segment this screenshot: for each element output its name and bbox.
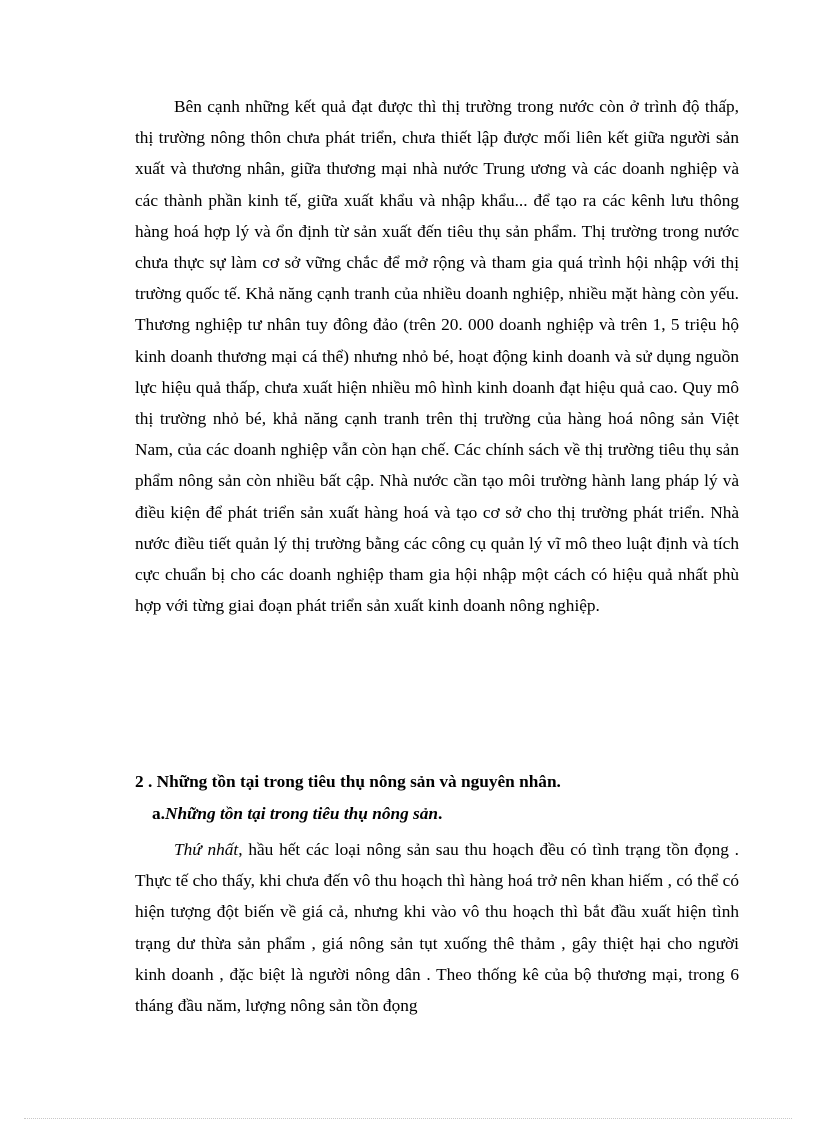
body-paragraph-1: Bên cạnh những kết quả đạt được thì thị trường trong nước còn ở trình độ thấp, thị trường nông thôn chưa phát triển, chưa thiết lập được mối liên kết giữa người sản xuất và thương nhân, giữa thương mại nhà nước Trung ương và các doanh nghiệp và các thành phần kinh tế, giữa xuất khẩu và nhập khẩu... để tạo ra các kênh lưu thông hàng hoá hợp lý và ổn định từ sản xuất đến tiêu thụ sản phẩm. Thị trường trong nước chưa thực sự làm cơ sở vững chắc để mở rộng và tham gia quá trình hội nhập với thị trường quốc tế. Khả năng cạnh tranh của nhiều doanh nghiệp, nhiều mặt hàng còn yếu. Thương nghiệp tư nhân tuy đông đảo (trên 20. 000 doanh nghiệp và trên 1, 5 triệu hộ kinh doanh thương mại cá thể) nhưng nhỏ bé, hoạt động kinh doanh và sử dụng nguồn lực hiệu quả thấp, chưa xuất hiện nhiều mô hình kinh doanh đạt hiệu quả cao. Quy mô thị trường nhỏ bé, khả năng cạnh tranh trên thị trường của hàng hoá nông sản Việt Nam, của các doanh nghiệp vẫn còn hạn chế. Các chính sách về thị trường tiêu thụ sản phẩm nông sản còn nhiều bất cập. Nhà nước cần tạo môi trường hành lang pháp lý và điều kiện để phát triển sản xuất hàng hoá và tạo cơ sở cho thị trường phát triển. Nhà nước điều tiết quản lý thị trường bằng các công cụ quản lý vĩ mô theo luật định và tích cực chuẩn bị cho các doanh nghiệp tham gia hội nhập một cách có hiệu quả nhất phù hợp với từng giai đoạn phát triển sản xuất kinh doanh nông nghiệp.: [135, 97, 739, 616]
page-footer-divider: [24, 1118, 792, 1119]
paragraph-2-lead: Thứ nhất: [174, 840, 239, 859]
section-heading: 2 . Những tồn tại trong tiêu thụ nông sản và nguyên nhân.: [135, 772, 561, 791]
subsection-title: Những tồn tại trong tiêu thụ nông sản: [164, 804, 439, 823]
subsection-prefix: a.: [152, 804, 165, 823]
body-paragraph-2: [135, 834, 739, 1021]
subsection-heading: [152, 804, 442, 824]
paragraph-2-text: , hầu hết các loại nông sản sau thu hoạch đều có tình trạng tồn đọng . Thực tế cho thấy, khi chưa đến vô thu hoạch thì hàng hoá trở nên khan hiếm , có thể có hiện tượng đột biến về giá cả, nhưng khi vào vô thu hoạch thì bắt đầu xuất hiện tình trạng dư thừa sản phẩm , giá nông sản tụt xuống thê thảm , gây thiệt hại cho người kinh doanh , đặc biệt là người nông dân . Theo thống kê của bộ thương mại, trong 6 tháng đầu năm, lượng nông sản tồn đọng: [135, 840, 739, 1016]
subsection-suffix: .: [438, 804, 443, 823]
